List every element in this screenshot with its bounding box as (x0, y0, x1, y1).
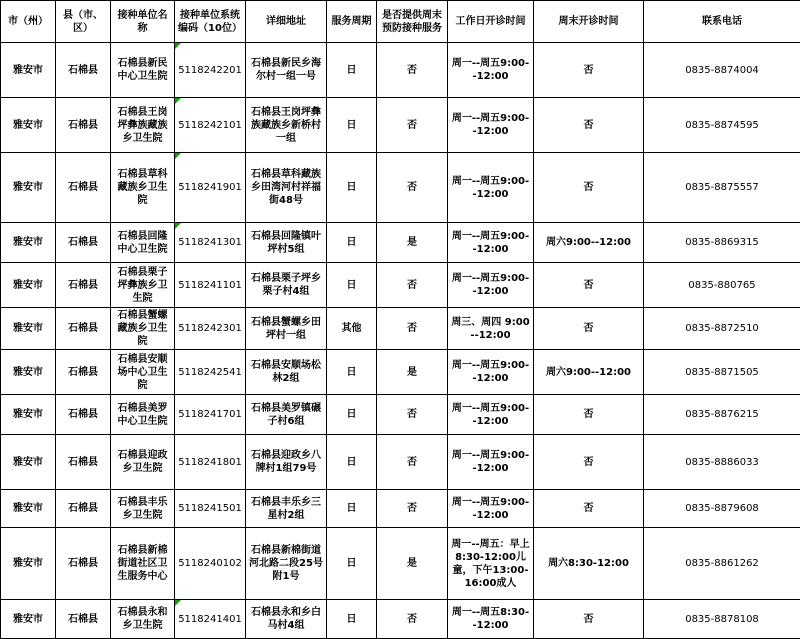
cell-service-cycle[interactable]: 日 (327, 350, 377, 395)
header-city[interactable]: 市（州） (1, 1, 56, 43)
cell-county[interactable]: 石棉县 (56, 350, 111, 395)
excel-error-indicator-icon (175, 153, 181, 159)
cell-phone[interactable]: 0835-8869315 (644, 223, 800, 263)
cell-weekday-hours[interactable]: 周一--周五9:00--12:00 (448, 43, 534, 98)
cell-address[interactable]: 石棉县栗子坪乡栗子村4组 (246, 263, 327, 308)
cell-city[interactable]: 雅安市 (1, 395, 56, 435)
table-row (1, 153, 800, 223)
header-address[interactable]: 详细地址 (246, 1, 327, 43)
cell-city[interactable]: 雅安市 (1, 223, 56, 263)
cell-weekend-hours[interactable]: 否 (534, 600, 644, 639)
cell-county[interactable]: 石棉县 (56, 490, 111, 528)
cell-service-cycle[interactable]: 日 (327, 223, 377, 263)
header-weekend-service[interactable]: 是否提供周末预防接种服务 (377, 1, 448, 43)
cell-weekend-hours[interactable]: 否 (534, 308, 644, 350)
cell-county[interactable]: 石棉县 (56, 223, 111, 263)
table-row (1, 435, 800, 490)
table-row (1, 263, 800, 308)
cell-weekday-hours[interactable]: 周一--周五8:30--12:00 (448, 600, 534, 639)
cell-weekday-hours[interactable]: 周一--周五9:00--12:00 (448, 350, 534, 395)
cell-weekday-hours[interactable]: 周一--周五9:00--12:00 (448, 490, 534, 528)
table-row (1, 490, 800, 528)
cell-address[interactable]: 石棉县永和乡白马村4组 (246, 600, 327, 639)
cell-address[interactable]: 石棉县王岗坪彝族藏族乡新桥村一组 (246, 98, 327, 153)
cell-unit-name[interactable]: 石棉县王岗坪彝族藏族乡卫生院 (111, 98, 175, 153)
excel-error-indicator-icon (175, 98, 181, 104)
cell-unit-name[interactable]: 石棉县迎政乡卫生院 (111, 435, 175, 490)
cell-city[interactable]: 雅安市 (1, 528, 56, 600)
header-service-cycle[interactable]: 服务周期 (327, 1, 377, 43)
cell-service-cycle[interactable]: 日 (327, 43, 377, 98)
cell-address[interactable]: 石棉县新棉街道河北路二段25号附1号 (246, 528, 327, 600)
cell-weekday-hours[interactable]: 周一--周五9:00--12:00 (448, 223, 534, 263)
cell-unit-name[interactable]: 石棉县新棉街道社区卫生服务中心 (111, 528, 175, 600)
header-unit-name[interactable]: 接种单位名称 (111, 1, 175, 43)
cell-unit-name[interactable]: 石棉县美罗中心卫生院 (111, 395, 175, 435)
cell-weekday-hours[interactable]: 周三、周四 9:00--12:00 (448, 308, 534, 350)
header-unit-code[interactable]: 接种单位系统编码（10位） (175, 1, 246, 43)
header-phone[interactable]: 联系电话 (644, 1, 800, 43)
cell-weekend-hours[interactable]: 否 (534, 153, 644, 223)
cell-weekend-service[interactable]: 是 (377, 350, 448, 395)
cell-city[interactable]: 雅安市 (1, 600, 56, 639)
cell-unit-name[interactable]: 石棉县草科藏族乡卫生院 (111, 153, 175, 223)
cell-unit-name[interactable]: 石棉县丰乐乡卫生院 (111, 490, 175, 528)
cell-phone[interactable]: 0835-8878108 (644, 600, 800, 639)
cell-phone[interactable]: 0835-8886033 (644, 435, 800, 490)
excel-error-indicator-icon (175, 223, 181, 229)
cell-weekend-service[interactable]: 否 (377, 600, 448, 639)
cell-weekday-hours[interactable]: 周一--周五9:00--12:00 (448, 153, 534, 223)
cell-unit-code[interactable]: 5118242101 (175, 98, 246, 153)
cell-phone[interactable]: 0835-8875557 (644, 153, 800, 223)
cell-weekday-hours[interactable]: 周一--周五：早上8:30-12:00儿童，下午13:00-16:00成人 (448, 528, 534, 600)
cell-weekday-hours[interactable]: 周一--周五9:00--12:00 (448, 98, 534, 153)
cell-unit-name[interactable]: 石棉县回隆中心卫生院 (111, 223, 175, 263)
cell-weekend-hours[interactable]: 周六9:00--12:00 (534, 223, 644, 263)
cell-unit-code[interactable]: 5118242541 (175, 350, 246, 395)
cell-unit-name[interactable]: 石棉县新民中心卫生院 (111, 43, 175, 98)
cell-service-cycle[interactable]: 日 (327, 153, 377, 223)
cell-weekday-hours[interactable]: 周一--周五9:00--12:00 (448, 263, 534, 308)
cell-unit-name[interactable]: 石棉县栗子坪彝族乡卫生院 (111, 263, 175, 308)
table-row (1, 43, 800, 98)
table-row (1, 98, 800, 153)
cell-phone[interactable]: 0835-8861262 (644, 528, 800, 600)
cell-service-cycle[interactable]: 日 (327, 600, 377, 639)
cell-city[interactable]: 雅安市 (1, 43, 56, 98)
cell-weekend-hours[interactable]: 否 (534, 43, 644, 98)
cell-weekend-service[interactable]: 是 (377, 223, 448, 263)
cell-county[interactable]: 石棉县 (56, 263, 111, 308)
excel-error-indicator-icon (175, 43, 181, 49)
cell-city[interactable]: 雅安市 (1, 435, 56, 490)
cell-weekend-hours[interactable]: 否 (534, 490, 644, 528)
header-weekday-hours[interactable]: 工作日开诊时间 (448, 1, 534, 43)
cell-county[interactable]: 石棉县 (56, 98, 111, 153)
cell-unit-code[interactable]: 5118242301 (175, 308, 246, 350)
cell-weekend-service[interactable]: 否 (377, 43, 448, 98)
table-row (1, 223, 800, 263)
cell-weekend-service[interactable]: 是 (377, 528, 448, 600)
cell-weekend-service[interactable]: 否 (377, 490, 448, 528)
cell-unit-code[interactable]: 5118241501 (175, 490, 246, 528)
cell-address[interactable]: 石棉县美罗镇碾子村6组 (246, 395, 327, 435)
cell-city[interactable]: 雅安市 (1, 263, 56, 308)
cell-phone[interactable]: 0835-880765 (644, 263, 800, 308)
cell-address[interactable]: 石棉县蟹螺乡田坪村一组 (246, 308, 327, 350)
cell-county[interactable]: 石棉县 (56, 153, 111, 223)
cell-county[interactable]: 石棉县 (56, 43, 111, 98)
cell-service-cycle[interactable]: 日 (327, 435, 377, 490)
cell-phone[interactable]: 0835-8876215 (644, 395, 800, 435)
excel-error-indicator-icon (175, 600, 181, 606)
table-row (1, 600, 800, 639)
cell-weekend-service[interactable]: 否 (377, 153, 448, 223)
cell-address[interactable]: 石棉县新民乡海尔村一组一号 (246, 43, 327, 98)
cell-address[interactable]: 石棉县回隆镇叶坪村5组 (246, 223, 327, 263)
cell-unit-code[interactable]: 5118241801 (175, 435, 246, 490)
cell-unit-code[interactable]: 5118241701 (175, 395, 246, 435)
cell-city[interactable]: 雅安市 (1, 350, 56, 395)
cell-service-cycle[interactable]: 日 (327, 490, 377, 528)
cell-phone[interactable]: 0835-8874595 (644, 98, 800, 153)
cell-unit-name[interactable]: 石棉县安顺场中心卫生院 (111, 350, 175, 395)
cell-weekend-service[interactable]: 否 (377, 435, 448, 490)
cell-city[interactable]: 雅安市 (1, 153, 56, 223)
cell-weekend-hours[interactable]: 否 (534, 98, 644, 153)
cell-weekend-service[interactable]: 否 (377, 395, 448, 435)
cell-weekday-hours[interactable]: 周一--周五9:00--12:00 (448, 395, 534, 435)
cell-service-cycle[interactable]: 日 (327, 395, 377, 435)
table-row (1, 395, 800, 435)
cell-unit-code[interactable]: 5118241901 (175, 153, 246, 223)
cell-weekend-hours[interactable]: 周六9:00--12:00 (534, 350, 644, 395)
cell-address[interactable]: 石棉县草科藏族乡田湾河村祥福街48号 (246, 153, 327, 223)
cell-city[interactable]: 雅安市 (1, 98, 56, 153)
cell-address[interactable]: 石棉县丰乐乡三星村2组 (246, 490, 327, 528)
cell-address[interactable]: 石棉县安顺场松林2组 (246, 350, 327, 395)
cell-address[interactable]: 石棉县迎政乡八牌村1组79号 (246, 435, 327, 490)
cell-unit-name[interactable]: 石棉县永和乡卫生院 (111, 600, 175, 639)
cell-service-cycle[interactable]: 日 (327, 263, 377, 308)
cell-phone[interactable]: 0835-8874004 (644, 43, 800, 98)
cell-phone[interactable]: 0835-8871505 (644, 350, 800, 395)
cell-city[interactable]: 雅安市 (1, 490, 56, 528)
table-row (1, 528, 800, 600)
cell-county[interactable]: 石棉县 (56, 528, 111, 600)
cell-weekend-service[interactable]: 否 (377, 263, 448, 308)
cell-weekend-service[interactable]: 否 (377, 98, 448, 153)
cell-county[interactable]: 石棉县 (56, 435, 111, 490)
cell-unit-code[interactable]: 5118242201 (175, 43, 246, 98)
table-row (1, 308, 800, 350)
cell-weekend-hours[interactable]: 否 (534, 263, 644, 308)
header-county[interactable]: 县（市、区） (56, 1, 111, 43)
header-weekend-hours[interactable]: 周末开诊时间 (534, 1, 644, 43)
cell-county[interactable]: 石棉县 (56, 600, 111, 639)
cell-unit-code[interactable]: 5118240102 (175, 528, 246, 600)
cell-county[interactable]: 石棉县 (56, 395, 111, 435)
cell-weekend-hours[interactable]: 否 (534, 395, 644, 435)
table-row (1, 350, 800, 395)
cell-service-cycle[interactable]: 日 (327, 528, 377, 600)
cell-weekday-hours[interactable]: 周一--周五9:00--12:00 (448, 435, 534, 490)
cell-service-cycle[interactable]: 日 (327, 98, 377, 153)
cell-service-cycle[interactable]: 其他 (327, 308, 377, 350)
cell-unit-code[interactable]: 5118241101 (175, 263, 246, 308)
cell-city[interactable]: 雅安市 (1, 308, 56, 350)
cell-unit-code[interactable]: 5118241301 (175, 223, 246, 263)
cell-county[interactable]: 石棉县 (56, 308, 111, 350)
cell-phone[interactable]: 0835-8879608 (644, 490, 800, 528)
cell-unit-name[interactable]: 石棉县蟹螺藏族乡卫生院 (111, 308, 175, 350)
cell-weekend-hours[interactable]: 否 (534, 435, 644, 490)
cell-weekend-service[interactable]: 否 (377, 308, 448, 350)
header-row (1, 1, 800, 43)
cell-unit-code[interactable]: 5118241401 (175, 600, 246, 639)
cell-phone[interactable]: 0835-8872510 (644, 308, 800, 350)
cell-weekend-hours[interactable]: 周六8:30-12:00 (534, 528, 644, 600)
